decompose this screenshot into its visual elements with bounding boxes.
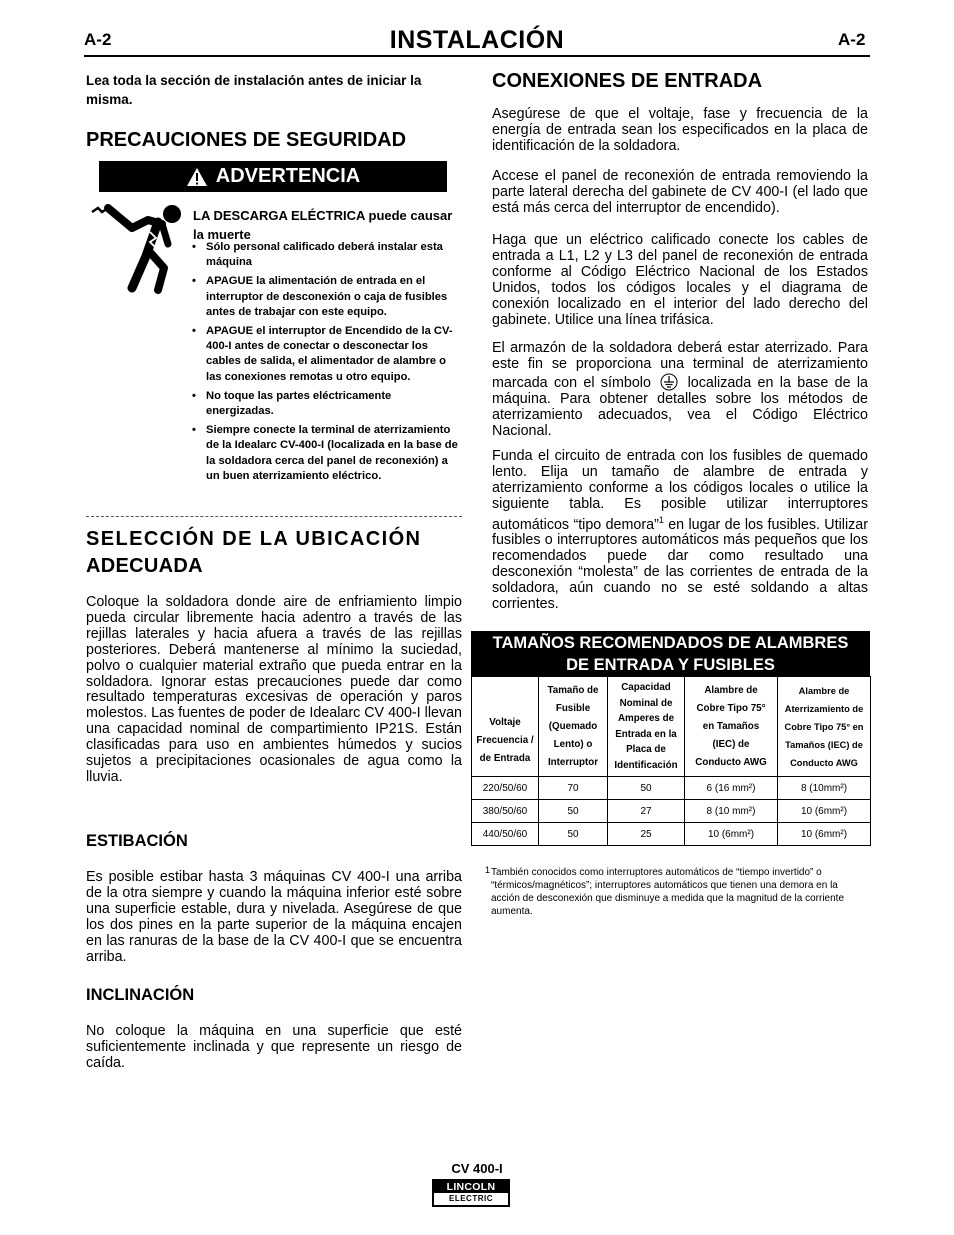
table-cell: 8 (10 mm²) (685, 800, 778, 823)
fuse-text-after: en lugar de los fusibles. Utilizar fusibles o interruptores automáticos más pequeños que los recomendados puede dar como resultado una desconexión “molesta” de las corrientes de entrada de la soldadora, aún cuando no se esté soldando a altas corrientes. (492, 516, 868, 612)
footnote-reference: 1 (658, 514, 664, 525)
col-header-line: Interruptor (547, 756, 599, 768)
col-header-copper-wire (685, 677, 778, 777)
col-header-line: Alambre de (704, 684, 758, 696)
input-paragraph-5 (492, 449, 868, 613)
warning-banner (99, 161, 447, 192)
table-cell: 10 (6mm²) (778, 800, 871, 823)
col-header-line: Frecuencia / (476, 734, 534, 746)
table-title-line2: DE ENTRADA Y FUSIBLES (566, 656, 775, 674)
location-text: Coloque la soldadora donde aire de enfriamiento limpio pueda circular libremente hacia adentro a través de las rejillas laterales y hacia afuera a través de las rejillas posteriores. Deberá mantenerse al mínimo la suciedad, polvo o cualquier material extraño que pueda entrar en la soldadora. Ignorar estas precauciones puede dar como resultado temperaturas excesivas de operación y paros molestos. Las fuentes de poder de Idealarc CV 400-I llevan una capacidad nominal de compartimiento IP21S. Están clasificadas para uso en ambientes húmedos y sucios sujetos a precipitaciones ocasionales de agua como la lluvia. (86, 594, 462, 785)
warning-item: • No toque las partes eléctricamente energizadas. (192, 389, 460, 419)
table-cell: 6 (16 mm²) (685, 777, 778, 800)
col-header-line: (Quemado (548, 720, 598, 732)
fuse-text-before: Funda el circuito de entrada con los fusibles de quemado lento. Elija un tamaño de alambre de entrada y aterrizamiento conforme a los códigos locales o utilice la siguiente tabla. Es posible utilizar interruptores automáticos “tipo demora” (492, 448, 868, 533)
col-header-line: Conducto AWG (695, 756, 767, 768)
col-header-line: Identificación (614, 759, 678, 771)
hazard-title: LA DESCARGA ELÉCTRICA puede causar la muerte (193, 208, 453, 242)
warning-triangle-icon (186, 167, 208, 187)
col-header-amperes (608, 677, 685, 777)
table-cell: 380/50/60 (472, 800, 539, 823)
col-header-line: Tamaños (IEC) de (785, 739, 863, 750)
input-paragraph-2: Accese el panel de reconexión de entrada removiendo la parte lateral derecha del gabinete de CV 400-I (el lado que está más cerca del interruptor de encendido). (492, 168, 868, 216)
table-cell: 70 (539, 777, 608, 800)
input-paragraph-4 (492, 341, 868, 439)
table-cell: 440/50/60 (472, 823, 539, 846)
footer-model: CV 400-I (451, 1161, 503, 1176)
page-code-right: A-2 (838, 30, 866, 49)
table-cell: 50 (539, 800, 608, 823)
input-paragraph-3: Haga que un eléctrico calificado conecte los cables de entrada a L1, L2 y L3 del panel de reconexión de entrada conforme al Código Eléctrico Nacional de los Estados Unidos, todos los códigos locales y el diagrama de conexión localizado en el interior del lado derecho del gabinete. Utilice una línea trifásica. (492, 232, 868, 328)
stacking-text: Es posible estibar hasta 3 máquinas CV 400-I una arriba de la otra siempre y cuando la máquina inferior esté sobre una superficie estable, dura y nivelada. Asegúrese de que los dos pines en la parte superior de la máquina encajen en las ranuras de la base de la CV 400-I que se encuentra arriba. (86, 869, 462, 965)
col-header-line: Entrada en la (615, 728, 677, 740)
grounding-text-after: localizada en la base de la máquina. Para obtener detalles sobre los métodos de aterrizamiento adecuados, vea el Código Eléctrico Nacional. (492, 374, 868, 439)
col-header-line: Voltaje (489, 716, 521, 728)
col-header-line: Fusible (555, 702, 591, 714)
col-header-line: Placa de (626, 744, 666, 755)
table-cell: 220/50/60 (472, 777, 539, 800)
col-header-line: Aterrizamiento de (784, 703, 864, 714)
wire-size-table (471, 676, 871, 846)
safety-heading: PRECAUCIONES DE SEGURIDAD (86, 129, 407, 151)
table-row (472, 800, 871, 823)
table-cell: 50 (539, 823, 608, 846)
col-header-line: Capacidad (621, 682, 671, 693)
warning-label: ADVERTENCIA (215, 165, 361, 187)
location-heading (86, 526, 421, 580)
header-rule (84, 55, 870, 57)
table-cell: 25 (608, 823, 685, 846)
table-header-row (472, 677, 871, 777)
footnote-mark: 1 (485, 865, 491, 875)
page-title: INSTALACIÓN (389, 26, 565, 54)
table-row (472, 823, 871, 846)
warning-list (192, 240, 460, 488)
table-cell: 10 (6mm²) (685, 823, 778, 846)
location-heading-line1: SELECCIÓN DE LA UBICACIÓN (86, 528, 422, 550)
table-title-line1: TAMAÑOS RECOMENDADOS DE ALAMBRES (492, 634, 849, 652)
warning-item: • APAGUE la alimentación de entrada en el interruptor de desconexión o caja de fusibles antes de trabajar con este equipo. (192, 274, 460, 320)
col-header-line: Cobre Tipo 75° (696, 702, 766, 714)
warning-item: • Siempre conecte la terminal de aterrizamiento de la Idealarc CV-400-I (localizada en la base de la soldadora cerca del panel de reconexión) a un buen aterrizamiento eléctrico. (192, 423, 460, 484)
section-divider (86, 516, 462, 517)
location-heading-line2: ADECUADA (86, 555, 203, 577)
col-header-fuse (539, 677, 608, 777)
col-header-line: Amperes de (617, 713, 675, 724)
table-cell: 10 (6mm²) (778, 823, 871, 846)
tilting-text: No coloque la máquina en una superficie que esté suficientemente inclinada y que represente un riesgo de caída. (86, 1023, 462, 1071)
intro-note: Lea toda la sección de instalación antes de iniciar la misma. (86, 73, 422, 107)
col-header-line: Alambre de (798, 685, 850, 696)
col-header-line: Conducto AWG (790, 757, 858, 768)
input-paragraph-1: Asegúrese de que el voltaje, fase y frecuencia de la energía de entrada sean los especificados en la placa de identificación de la soldadora. (492, 106, 868, 154)
lincoln-electric-logo (432, 1179, 510, 1207)
col-header-line: en Tamaños (702, 720, 760, 732)
footnote-text: También conocidos como interruptores automáticos de “tiempo invertido” o “térmicos/magnéticos”; interruptores automáticos que tienen una demora en la acción de desconexión que disminuye a medida que la magnitud de la corriente aumenta. (491, 867, 845, 917)
ground-symbol-icon (660, 373, 678, 391)
col-header-ground-wire (778, 677, 871, 777)
warning-item: • APAGUE el interruptor de Encendido de la CV-400-I antes de conectar o desconectar los cables de salida, el alimentador de alambre o las conexiones remotas u otro equipo. (192, 324, 460, 385)
table-title (471, 631, 870, 676)
page-code-left: A-2 (84, 30, 112, 49)
warning-item: • Sólo personal calificado deberá instalar esta máquina (192, 240, 460, 270)
input-heading: CONEXIONES DE ENTRADA (492, 70, 763, 92)
logo-top-text: LINCOLN (434, 1181, 508, 1193)
logo-bottom-text: ELECTRIC (449, 1194, 493, 1203)
table-cell: 8 (10mm²) (778, 777, 871, 800)
stacking-heading: ESTIBACIÓN (86, 832, 188, 850)
table-row (472, 777, 871, 800)
electric-shock-hazard-icon (88, 198, 192, 294)
col-header-line: Tamaño de (547, 684, 599, 696)
col-header-line: Lento) o (553, 738, 593, 750)
tilting-heading: INCLINACIÓN (86, 986, 195, 1004)
col-header-line: de Entrada (479, 752, 531, 764)
col-header-line: Cobre Tipo 75° en (784, 721, 864, 732)
table-cell: 50 (608, 777, 685, 800)
col-header-voltage (472, 677, 539, 777)
col-header-line: Nominal de (619, 697, 673, 709)
col-header-line: (IEC) de (712, 738, 750, 750)
table-cell: 27 (608, 800, 685, 823)
grounding-text-before: El armazón de la soldadora deberá estar aterrizado. Para este fin se proporciona una terminal de aterrizamiento marcada con el símbolo (492, 340, 868, 391)
